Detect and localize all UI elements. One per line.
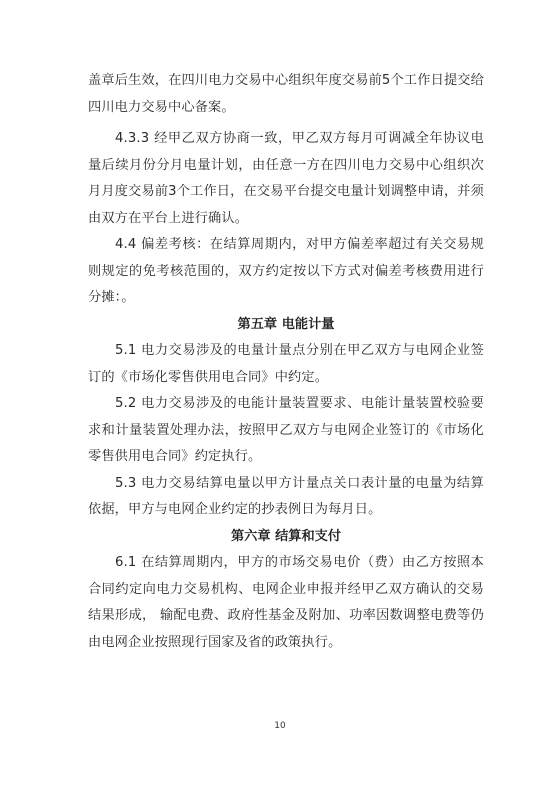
chapter-6-heading: 第六章 结算和支付 — [230, 528, 342, 544]
paragraph-4-3-2-continued: 盖章后生效，在四川电力交易中心组织年度交易前5个工作日提交给四川电力交易中心备案。 — [88, 73, 484, 115]
paragraph-6-1: 6.1 在结算周期内，甲方的市场交易电价（费）由乙方按照本合同约定向电力交易机构、电网企业申报并经甲乙双方确认的交易结果形成， 输配电费、政府性基金及附加、功率因数调整电费等仍由电网企业按照现行国家及省的政策执行。 — [88, 555, 484, 650]
paragraph-4-3-3: 4.3.3 经甲乙双方协商一致，甲乙双方每月可调减全年协议电量后续月份分月电量计划，由任意一方在四川电力交易中心组织次月月度交易前3个工作日，在交易平台提交电量计划调整申请，并须由双方在平台上进行确认。 — [88, 131, 484, 226]
page-body — [88, 68, 484, 656]
paragraph-5-1: 5.1 电力交易涉及的电量计量点分别在甲乙双方与电网企业签订的《市场化零售供用电合同》中约定。 — [88, 343, 484, 385]
paragraph-5-2: 5.2 电力交易涉及的电能计量装置要求、电能计量装置校验要求和计量装置处理办法，按照甲乙双方与电网企业签订的《市场化零售供用电合同》约定执行。 — [88, 396, 484, 464]
paragraph-4-4: 4.4 偏差考核：在结算周期内，对甲方偏差率超过有关交易规则规定的免考核范围的，双方约定按以下方式对偏差考核费用进行分摊：。 — [88, 237, 484, 305]
page-number: 10 — [274, 721, 286, 731]
chapter-5-heading: 第五章 电能计量 — [237, 316, 335, 332]
paragraph-5-3: 5.3 电力交易结算电量以甲方计量点关口表计量的电量为结算依据，甲方与电网企业约定的抄表例日为每月日。 — [88, 475, 484, 517]
